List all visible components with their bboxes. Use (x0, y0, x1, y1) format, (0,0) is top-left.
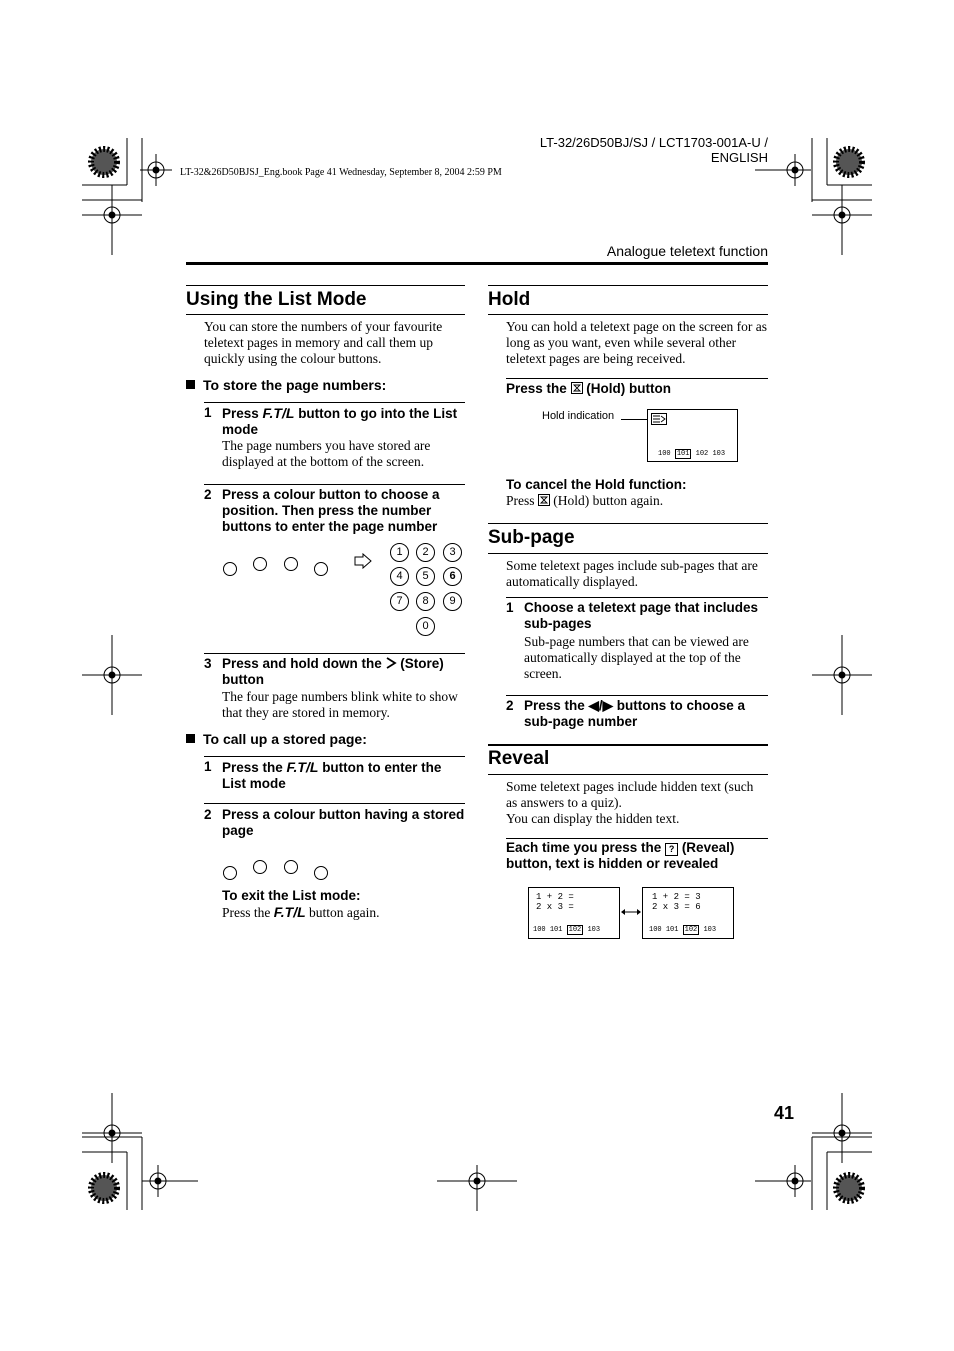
hold-indication-label: Hold indication (542, 410, 615, 422)
page-102-selected: 102 (568, 926, 582, 934)
store-heading-rule (204, 402, 465, 403)
section-header: Analogue teletext function (606, 243, 768, 259)
hold-icon (571, 382, 583, 394)
subpage-step-1-number: 1 (506, 600, 514, 615)
colour-button-green (253, 860, 267, 874)
hold-cancel-pre: Press (506, 493, 538, 508)
store-step-3-body: The four page numbers blink white to show that they are stored in memory. (222, 689, 458, 720)
hidden-page-list (533, 925, 600, 935)
subpage-step-2-number: 2 (506, 698, 514, 713)
page-101: 101 (665, 926, 679, 934)
reveal-icon: ? (665, 843, 678, 856)
recall-heading (186, 731, 367, 747)
colour-button-yellow (284, 557, 298, 571)
hold-cancel-body (506, 493, 768, 509)
store-step-1-number: 1 (204, 405, 212, 420)
number-key-3-icon: 3 (443, 543, 462, 562)
number-key-8-icon: 8 (416, 592, 435, 611)
reveal-screen-hidden (528, 887, 620, 939)
hold-step (506, 381, 768, 397)
hold-page-list (658, 449, 725, 459)
header-rule (186, 262, 768, 265)
recall-heading-text: To call up a stored page: (203, 731, 367, 747)
recall-heading-rule (204, 756, 465, 757)
reveal-step-pre: Each time you press the (506, 840, 666, 855)
hidden-line-2: 2 x 3 = (536, 902, 574, 912)
reveal-title: Reveal (488, 748, 550, 769)
page-number: 41 (773, 1103, 794, 1123)
page-103: 103 (712, 450, 726, 458)
hold-cancel-heading: To cancel the Hold function: (506, 477, 687, 492)
subpage-step-2-title: Press the ◀/▶ buttons to choose a sub-page number (524, 698, 746, 729)
reveal-step (506, 840, 768, 872)
recall-step-1-title (222, 759, 466, 792)
subpage-title-rule (488, 553, 768, 554)
recall-step-1-pre: Press the (222, 760, 287, 775)
page-101-selected: 101 (676, 450, 690, 458)
subpage-intro-rule (506, 597, 768, 598)
subpage-title: Sub-page (488, 527, 575, 548)
number-key-7-icon: 7 (390, 592, 409, 611)
colour-button-blue (314, 866, 328, 880)
reveal-title-rule (488, 774, 768, 775)
number-key-4-icon: 4 (390, 567, 409, 586)
store-step-1-title (222, 405, 466, 438)
recall-step-2-number: 2 (204, 807, 212, 822)
recall-step-1-post: button to enter the List mode (222, 760, 442, 791)
subpage-intro: Some teletext pages include sub-pages that are automatically displayed. (506, 558, 758, 589)
bullet-icon (186, 734, 195, 743)
page-102: 102 (695, 450, 709, 458)
exit-post: button again. (305, 905, 380, 920)
subpage-step-1-body: Sub-page numbers that can be viewed are automatically displayed at the top of the screen. (524, 634, 749, 681)
store-heading-text: To store the page numbers: (203, 377, 387, 393)
colour-button-blue (314, 562, 328, 576)
number-key-6-icon: 6 (443, 567, 462, 586)
recall-step-1-rule (204, 803, 465, 804)
store-icon (386, 657, 397, 669)
book-info-line: LT-32&26D50BJSJ_Eng.book Page 41 Wednesday, September 8, 2004 2:59 PM (180, 167, 502, 178)
reveal-step-post: (Reveal) button, text is hidden or revealed (506, 840, 735, 871)
store-step-3-pre: Press and hold down the (222, 656, 386, 671)
list-mode-top-rule (186, 285, 465, 286)
colour-button-red (223, 866, 237, 880)
subpage-top-rule (488, 523, 768, 524)
subpage-step-1-title: Choose a teletext page that includes sub-pages (524, 600, 759, 631)
store-step-1-body: The page numbers you have stored are displayed at the bottom of the screen. (222, 438, 431, 469)
page-103: 103 (703, 926, 717, 934)
toggle-arrow-icon (620, 907, 642, 917)
colour-button-yellow (284, 860, 298, 874)
reveal-screen-revealed (642, 887, 734, 939)
ftl-button-label: F.T/L (286, 759, 319, 775)
hold-cancel-post: (Hold) button again. (549, 493, 664, 508)
hold-indicator-icon (651, 413, 667, 425)
reveal-top-rule (488, 744, 768, 746)
store-step-1-rule (204, 484, 465, 485)
ftl-button-label: F.T/L (273, 904, 306, 920)
revealed-page-list (649, 925, 716, 935)
document-code: LT-32/26D50BJ/SJ / LCT1703-001A-U / ENGLISH (539, 135, 768, 165)
revealed-line-2: 2 x 3 = 6 (652, 902, 701, 912)
page-102-selected: 102 (684, 926, 698, 934)
hold-step-pre: Press the (506, 381, 571, 396)
hold-top-rule (488, 285, 768, 286)
reveal-intro-rule (506, 838, 768, 839)
store-step-1-pre: Press (222, 406, 263, 421)
bullet-icon (186, 380, 195, 389)
store-step-2-title: Press a colour button to choose a position. Then press the number buttons to enter the page number (222, 487, 440, 534)
page-101: 101 (549, 926, 563, 934)
store-step-2-rule (204, 653, 465, 654)
hold-title-rule (488, 314, 768, 315)
store-step-3-title (222, 656, 466, 688)
colour-button-red (223, 562, 237, 576)
exit-pre: Press the (222, 905, 274, 920)
number-key-9-icon: 9 (443, 592, 462, 611)
exit-heading: To exit the List mode: (222, 888, 361, 903)
page-100: 100 (649, 926, 662, 934)
arrow-right-icon (354, 553, 372, 569)
number-key-2-icon: 2 (416, 543, 435, 562)
hold-step-post: (Hold) button (582, 381, 672, 396)
list-mode-title-rule (186, 314, 465, 315)
recall-step-1-number: 1 (204, 759, 212, 774)
page-100: 100 (533, 926, 546, 934)
hold-intro-rule (506, 378, 768, 379)
hold-intro: You can hold a teletext page on the screen for as long as you want, even while several other teletext pages are being received. (506, 319, 768, 366)
list-mode-intro: You can store the numbers of your favourite teletext pages in memory and call them up quickly using the colour buttons. (204, 319, 443, 366)
store-step-2-number: 2 (204, 487, 212, 502)
colour-button-green (253, 557, 267, 571)
reveal-intro: Some teletext pages include hidden text (such as answers to a quiz). You can display the hidden text. (506, 779, 754, 826)
ftl-button-label: F.T/L (262, 405, 295, 421)
page-103: 103 (587, 926, 601, 934)
hidden-line-1: 1 + 2 = (536, 892, 574, 902)
hold-icon (538, 494, 550, 506)
list-mode-title: Using the List Mode (186, 289, 367, 310)
number-key-5-icon: 5 (416, 567, 435, 586)
recall-step-2-title: Press a colour button having a stored page (222, 807, 465, 838)
number-key-0-icon: 0 (416, 617, 435, 636)
hold-title: Hold (488, 289, 531, 310)
store-step-1-post: button to go into the List mode (222, 406, 458, 437)
exit-body (222, 904, 466, 921)
store-heading (186, 377, 386, 393)
page-100: 100 (658, 450, 671, 458)
hold-screen (647, 409, 738, 462)
hold-indication-leader (621, 419, 649, 420)
number-key-1-icon: 1 (390, 543, 409, 562)
subpage-step-1-rule (506, 695, 768, 696)
store-step-3-post: (Store) button (222, 656, 444, 687)
revealed-line-1: 1 + 2 = 3 (652, 892, 701, 902)
store-step-3-number: 3 (204, 656, 212, 671)
